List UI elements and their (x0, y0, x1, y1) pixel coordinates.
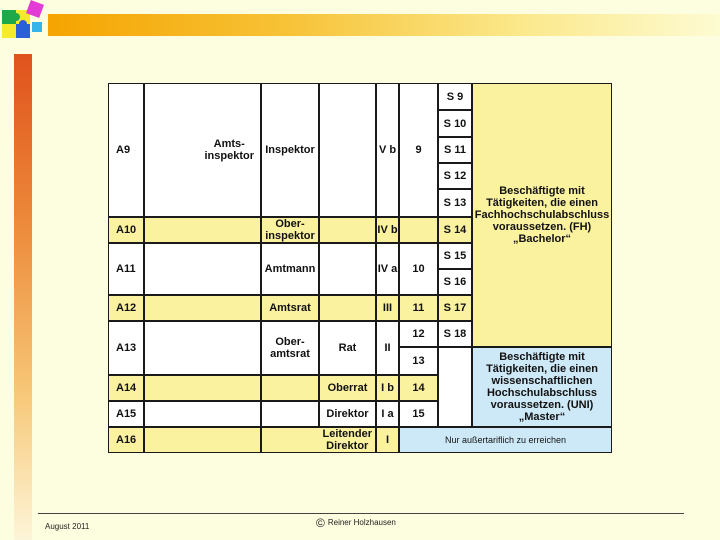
title-amtsinspektor: Amts- inspektor (144, 83, 261, 217)
grade-cell: A15 (108, 401, 144, 427)
note-uni-master: Beschäftigte mit Tätigkeiten, die einen wissenschaftlichen Hochschulabschluss voraussetzen. (UNI) „Master“ (472, 347, 612, 427)
empty-cell (261, 375, 319, 401)
empty-cell (144, 375, 261, 401)
title-leitender-direktor: Leitender Direktor (261, 427, 376, 453)
grade-cell: A13 (108, 321, 144, 375)
grade-cell: A16 (108, 427, 144, 453)
puzzle-logo-icon (0, 0, 48, 48)
empty-cell (144, 295, 261, 321)
empty-cell (144, 243, 261, 295)
tvoed-cell: 13 (399, 347, 438, 375)
grade-cell: A11 (108, 243, 144, 295)
empty-cell (319, 295, 376, 321)
empty-cell (319, 217, 376, 243)
footer-author: Reiner Holzhausen (327, 518, 396, 528)
title-oberrat: Oberrat (319, 375, 376, 401)
footer-divider (38, 513, 684, 514)
empty-cell (319, 83, 376, 217)
copyright-symbol: © (316, 516, 325, 530)
empty-cell (261, 401, 319, 427)
s-grade-cell: S 18 (438, 321, 472, 347)
bat-cell: I b (376, 375, 399, 401)
title-oberinspektor: Ober- inspektor (261, 217, 319, 243)
s-grade-cell: S 9 (438, 83, 472, 110)
title-direktor: Direktor (319, 401, 376, 427)
footer-date: August 2011 (45, 522, 90, 531)
bat-cell: I a (376, 401, 399, 427)
bat-cell: I (376, 427, 399, 453)
side-gradient-bar (14, 54, 32, 540)
s-grade-cell: S 12 (438, 163, 472, 189)
tvoed-cell: 11 (399, 295, 438, 321)
s-grade-cell: S 16 (438, 269, 472, 295)
empty-cell (319, 243, 376, 295)
s-grade-cell: S 17 (438, 295, 472, 321)
empty-cell (144, 401, 261, 427)
grade-cell: A10 (108, 217, 144, 243)
empty-cell (399, 217, 438, 243)
bat-cell: V b (376, 83, 399, 217)
tvoed-cell: 14 (399, 375, 438, 401)
s-grade-cell: S 15 (438, 243, 472, 269)
title-rat: Rat (319, 321, 376, 375)
s-grade-cell: S 11 (438, 137, 472, 163)
grade-cell: A9 (108, 83, 144, 217)
header-gradient-bar (48, 14, 720, 36)
empty-cell (438, 347, 472, 427)
title-oberamtsrat: Ober- amtsrat (261, 321, 319, 375)
title-inspektor: Inspektor (261, 83, 319, 217)
tvoed-cell: 10 (399, 243, 438, 295)
tvoed-cell: 12 (399, 321, 438, 347)
tvoed-cell: 9 (399, 83, 438, 217)
bat-cell: IV b (376, 217, 399, 243)
grade-cell: A14 (108, 375, 144, 401)
footer-copyright (316, 516, 396, 530)
empty-cell (144, 217, 261, 243)
note-fh-bachelor: Beschäftigte mit Tätigkeiten, die einen Fachhochschulabschluss voraussetzen. (FH) „Bachelor“ (472, 83, 612, 347)
s-grade-cell: S 13 (438, 189, 472, 217)
bat-cell: IV a (376, 243, 399, 295)
grade-cell: A12 (108, 295, 144, 321)
empty-cell (144, 427, 261, 453)
empty-cell (144, 321, 261, 375)
s-grade-cell: S 14 (438, 217, 472, 243)
title-amtmann: Amtmann (261, 243, 319, 295)
bat-cell: II (376, 321, 399, 375)
s-grade-cell: S 10 (438, 110, 472, 137)
salary-grade-table (108, 83, 612, 453)
bat-cell: III (376, 295, 399, 321)
title-amtsrat: Amtsrat (261, 295, 319, 321)
tvoed-cell: 15 (399, 401, 438, 427)
note-a16: Nur außertariflich zu erreichen (399, 427, 612, 453)
